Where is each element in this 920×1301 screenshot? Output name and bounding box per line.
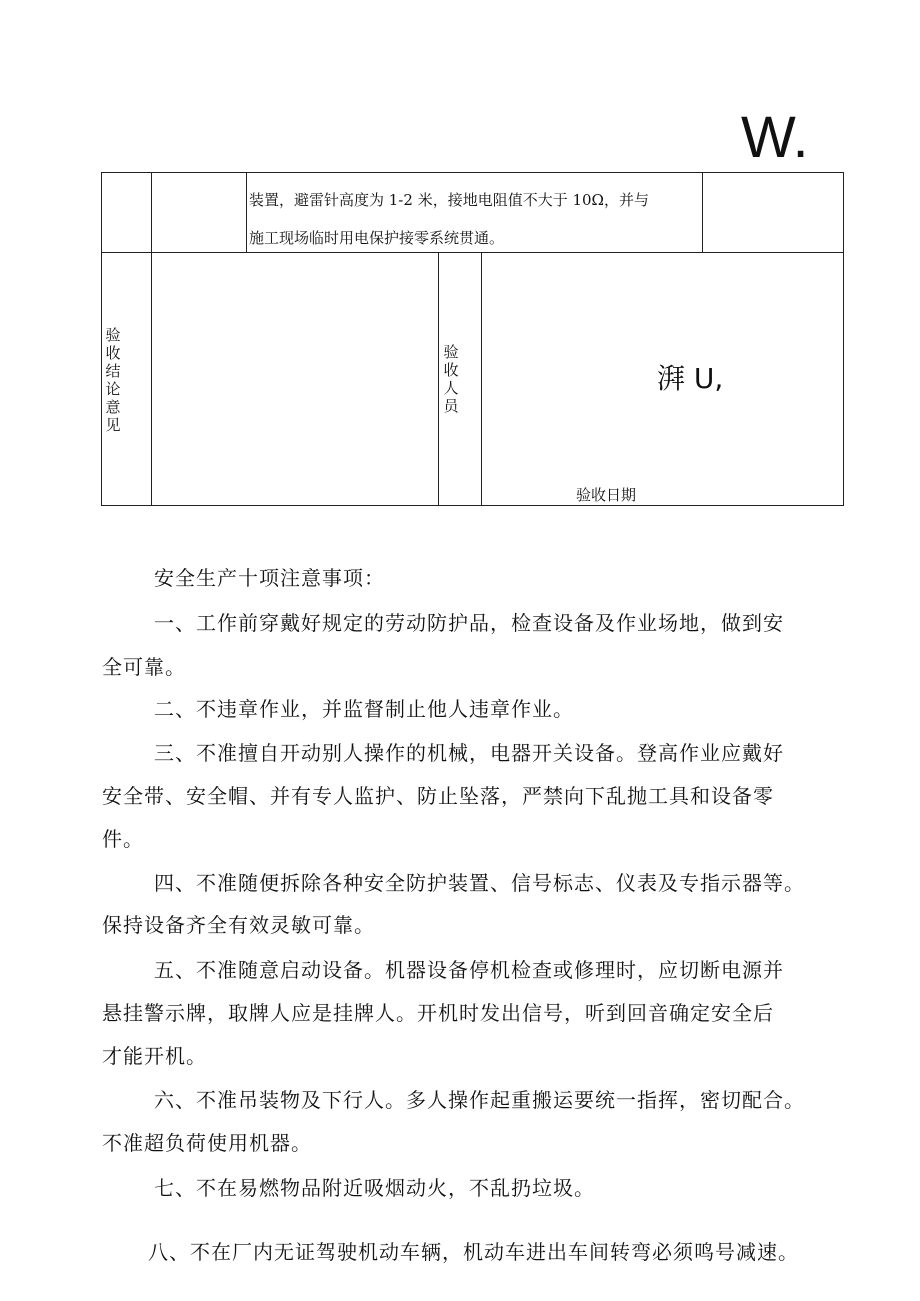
table-col-divider	[151, 172, 152, 506]
note-item-5-line1: 五、不准随意启动设备。机器设备停机检查或修理时，应切断电源并	[154, 958, 784, 982]
acceptance-conclusion-label: 验收结论意见	[105, 326, 121, 434]
table-col-divider	[702, 172, 703, 253]
note-item-1-line1: 一、工作前穿戴好规定的劳动防护品，检查设备及作业场地，做到安	[154, 611, 784, 635]
acceptance-date-label: 验收日期	[576, 486, 637, 504]
table-col-divider	[246, 172, 247, 253]
table-border-right	[843, 172, 844, 506]
table-col-divider	[438, 252, 439, 506]
table-col-divider	[481, 252, 482, 506]
note-item-6-line1: 六、不准吊装物及下行人。多人操作起重搬运要统一指挥，密切配合。	[154, 1088, 805, 1112]
table-border-bottom	[101, 505, 844, 506]
grounding-requirement-line1: 装置，避雷针高度为 1-2 米，接地电阻值不大于 10Ω，并与	[249, 191, 649, 209]
note-item-3-line1: 三、不准擅自开动别人操作的机械，电器开关设备。登高作业应戴好	[154, 741, 784, 765]
note-item-5-line3: 才能开机。	[102, 1044, 207, 1068]
note-item-8: 八、不在厂内无证驾驶机动车辆，机动车进出车间转弯必须鸣号减速。	[148, 1240, 799, 1264]
note-item-4-line1: 四、不准随便拆除各种安全防护装置、信号标志、仪表及专指示器等。	[154, 871, 805, 895]
note-item-4-line2: 保持设备齐全有效灵敏可靠。	[102, 913, 375, 937]
signature: 湃 U,	[657, 362, 724, 395]
table-row-divider	[101, 252, 844, 253]
table-border-top	[101, 172, 844, 173]
table-border-left	[101, 172, 102, 506]
note-item-6-line2: 不准超负荷使用机器。	[102, 1131, 312, 1155]
grounding-requirement-line2: 施工现场临时用电保护接零系统贯通。	[249, 229, 505, 247]
note-item-2: 二、不违章作业，并监督制止他人违章作业。	[154, 697, 574, 721]
note-item-5-line2: 悬挂警示牌，取牌人应是挂牌人。开机时发出信号，听到回音确定安全后	[102, 1001, 774, 1025]
safety-notes-title: 安全生产十项注意事项：	[154, 566, 385, 590]
note-item-3-line2: 安全带、安全帽、并有专人监护、防止坠落，严禁向下乱抛工具和设备零	[102, 784, 774, 808]
header-mark: W.	[741, 105, 809, 170]
note-item-7: 七、不在易燃物品附近吸烟动火，不乱扔垃圾。	[154, 1176, 595, 1200]
note-item-1-line2: 全可靠。	[102, 655, 186, 679]
acceptance-personnel-label: 验收人员	[443, 343, 459, 415]
note-item-3-line3: 件。	[102, 827, 144, 851]
